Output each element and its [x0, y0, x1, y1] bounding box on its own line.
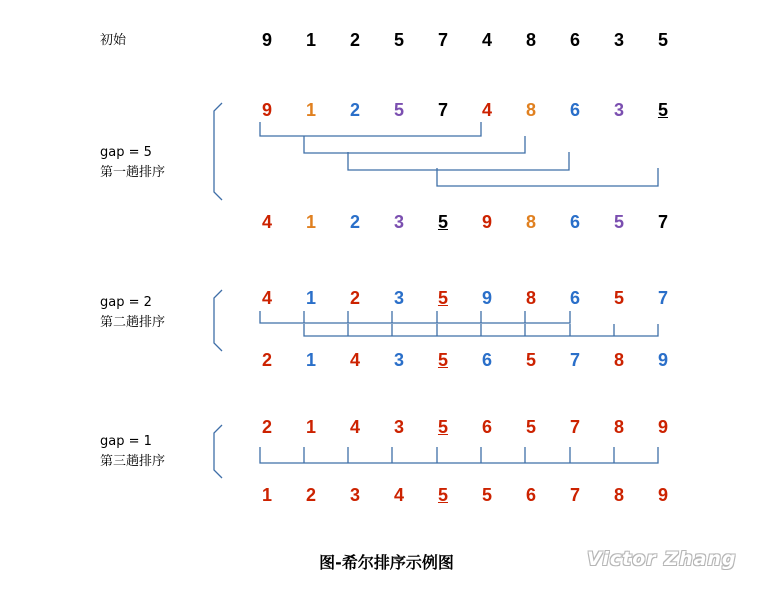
value-cell: 6	[481, 350, 492, 370]
value-cell: 2	[349, 100, 360, 120]
initial-row	[245, 26, 685, 54]
value-cell: 3	[613, 30, 624, 50]
watermark: Victor Zhang	[587, 548, 737, 570]
gap5-connector-3	[348, 152, 569, 170]
gap5-connector-1	[260, 122, 481, 136]
value-cell: 7	[657, 212, 668, 232]
gap5-before-row	[245, 96, 685, 124]
value-cell: 4	[481, 100, 492, 120]
value-cell: 5	[525, 417, 536, 437]
value-cell: 8	[525, 288, 536, 308]
value-cell: 7	[569, 485, 580, 505]
value-cell: 4	[261, 212, 272, 232]
gap1-connector	[260, 447, 658, 463]
value-cell: 9	[261, 100, 272, 120]
gap2-connector-odd	[260, 311, 570, 323]
value-cell: 1	[305, 30, 316, 50]
label-initial	[100, 31, 126, 51]
diagram-caption: 图-希尔排序示例图	[319, 553, 454, 572]
value-cell: 3	[393, 212, 404, 232]
gap5-after-row	[245, 208, 685, 236]
value-cell: 5	[437, 485, 448, 505]
value-cell: 4	[481, 30, 492, 50]
value-cell: 1	[305, 100, 316, 120]
value-cell: 9	[481, 288, 492, 308]
value-cell: 6	[569, 30, 580, 50]
label-initial-text: 初始	[100, 33, 127, 48]
value-cell: 9	[261, 30, 272, 50]
value-cell: 5	[481, 485, 492, 505]
label-gap2	[100, 293, 165, 333]
value-cell: 7	[657, 288, 668, 308]
value-cell: 8	[525, 30, 536, 50]
gap2-after-row	[245, 346, 685, 374]
value-cell: 2	[349, 288, 360, 308]
value-cell: 4	[261, 288, 272, 308]
value-cell: 5	[437, 350, 448, 370]
label-gap2-line1: gap = 2	[100, 295, 152, 310]
value-cell: 7	[437, 100, 448, 120]
label-gap1	[100, 432, 165, 472]
value-cell: 8	[525, 100, 536, 120]
value-cell: 5	[657, 100, 668, 120]
value-cell: 5	[613, 288, 624, 308]
value-cell: 8	[613, 417, 624, 437]
value-cell: 2	[305, 485, 316, 505]
gap2-before-row	[245, 284, 685, 312]
value-cell: 6	[569, 212, 580, 232]
value-cell: 2	[349, 212, 360, 232]
gap2-brace	[214, 290, 222, 351]
gap1-brace	[214, 425, 222, 478]
value-cell: 5	[437, 417, 448, 437]
value-cell: 2	[261, 417, 272, 437]
value-cell: 2	[261, 350, 272, 370]
value-cell: 4	[393, 485, 404, 505]
value-cell: 1	[305, 288, 316, 308]
value-cell: 8	[525, 212, 536, 232]
value-cell: 2	[349, 30, 360, 50]
value-cell: 8	[613, 485, 624, 505]
value-cell: 9	[657, 350, 668, 370]
value-cell: 6	[481, 417, 492, 437]
label-gap5	[100, 143, 165, 183]
value-cell: 3	[613, 100, 624, 120]
value-cell: 9	[657, 417, 668, 437]
value-cell: 5	[613, 212, 624, 232]
label-gap2-line2: 第二趟排序	[100, 315, 166, 330]
value-cell: 6	[569, 288, 580, 308]
value-cell: 5	[657, 30, 668, 50]
gap5-connector-4	[437, 168, 658, 186]
value-cell: 3	[393, 417, 404, 437]
value-cell: 5	[393, 100, 404, 120]
gap5-brace	[214, 103, 222, 200]
value-cell: 1	[305, 350, 316, 370]
value-cell: 4	[349, 350, 360, 370]
gap5-connector-2	[304, 136, 525, 153]
value-cell: 7	[437, 30, 448, 50]
value-cell: 7	[569, 350, 580, 370]
value-cell: 3	[393, 350, 404, 370]
gap2-connector-even	[304, 324, 658, 336]
label-gap5-line2: 第一趟排序	[100, 165, 166, 180]
value-cell: 5	[437, 212, 448, 232]
value-cell: 1	[305, 417, 316, 437]
value-cell: 8	[613, 350, 624, 370]
gap1-before-row	[245, 413, 685, 441]
value-cell: 3	[349, 485, 360, 505]
value-cell: 4	[349, 417, 360, 437]
value-cell: 5	[393, 30, 404, 50]
value-cell: 7	[569, 417, 580, 437]
value-cell: 6	[569, 100, 580, 120]
value-cell: 5	[437, 288, 448, 308]
value-cell: 9	[481, 212, 492, 232]
value-cell: 3	[393, 288, 404, 308]
value-cell: 6	[525, 485, 536, 505]
value-cell: 1	[261, 485, 272, 505]
gap1-after-row	[245, 481, 685, 509]
label-gap1-line1: gap = 1	[100, 434, 152, 449]
label-gap1-line2: 第三趟排序	[100, 454, 166, 469]
value-cell: 9	[657, 485, 668, 505]
label-gap5-line1: gap = 5	[100, 145, 152, 160]
value-cell: 1	[305, 212, 316, 232]
value-cell: 5	[525, 350, 536, 370]
